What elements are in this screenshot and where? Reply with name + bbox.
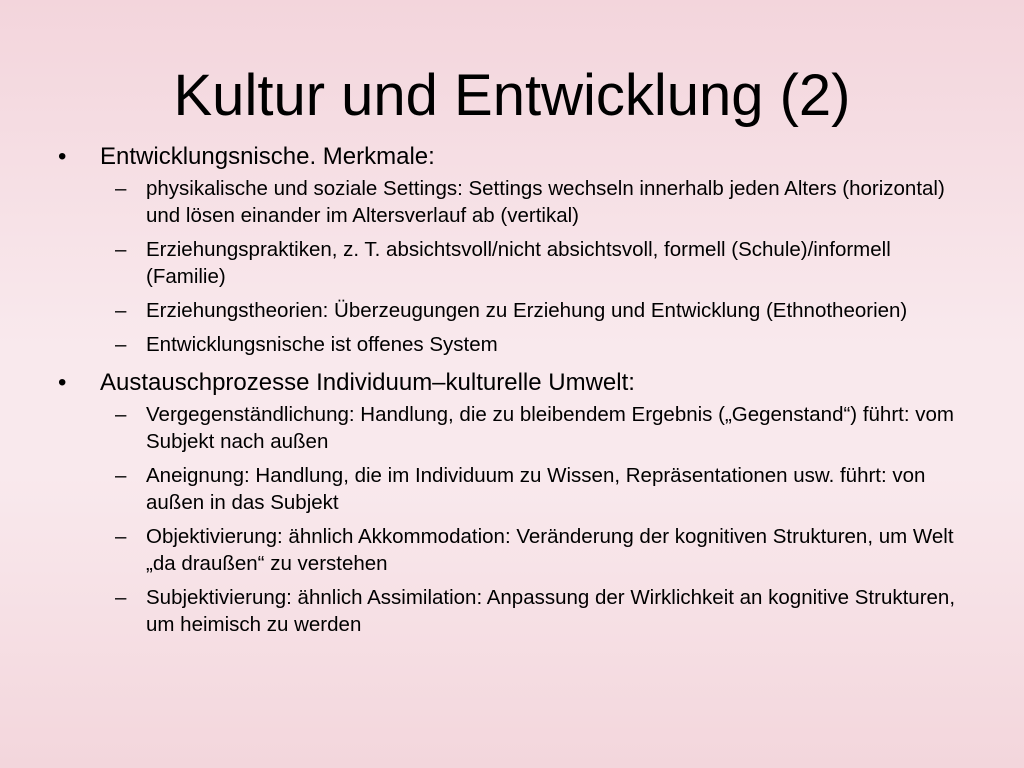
bullet-marker: • bbox=[58, 369, 67, 396]
bullet-marker: • bbox=[58, 143, 67, 170]
dash-marker: – bbox=[115, 238, 127, 261]
sub-item bbox=[0, 462, 1024, 516]
sub-item-text: Objektivierung: ähnlich Akkommodation: Veränderung der kognitiven Strukturen, um Welt „da draußen“ zu verstehen bbox=[146, 525, 954, 575]
slide-content bbox=[0, 142, 1024, 648]
dash-marker: – bbox=[115, 299, 127, 322]
sub-list bbox=[0, 175, 1024, 358]
slide-title: Kultur und Entwicklung (2) bbox=[173, 63, 851, 128]
sub-item bbox=[0, 401, 1024, 455]
sub-item-text: Vergegenständlichung: Handlung, die zu bleibendem Ergebnis („Gegenstand“) führt: vom Subjekt nach außen bbox=[146, 403, 954, 453]
bullet-text: Entwicklungsnische. Merkmale: bbox=[100, 143, 435, 170]
sub-item bbox=[0, 175, 1024, 229]
sub-item-text: Subjektivierung: ähnlich Assimilation: Anpassung der Wirklichkeit an kognitive Strukturen, um heimisch zu werden bbox=[146, 586, 956, 636]
sub-item-text: Erziehungspraktiken, z. T. absichtsvoll/nicht absichtsvoll, formell (Schule)/informell (Familie) bbox=[146, 238, 891, 288]
sub-item bbox=[0, 297, 1024, 324]
dash-marker: – bbox=[115, 403, 127, 426]
dash-marker: – bbox=[115, 333, 127, 356]
sub-item bbox=[0, 584, 1024, 638]
dash-marker: – bbox=[115, 464, 127, 487]
bullet-item bbox=[0, 368, 1024, 398]
dash-marker: – bbox=[115, 586, 127, 609]
sub-item-text: physikalische und soziale Settings: Settings wechseln innerhalb jeden Alters (horizontal) und lösen einander im Altersverlauf ab (vertikal) bbox=[146, 177, 945, 227]
dash-marker: – bbox=[115, 177, 127, 200]
sub-list bbox=[0, 401, 1024, 638]
sub-item-text: Entwicklungsnische ist offenes System bbox=[146, 333, 498, 356]
sub-item bbox=[0, 236, 1024, 290]
dash-marker: – bbox=[115, 525, 127, 548]
sub-item-text: Erziehungstheorien: Überzeugungen zu Erziehung und Entwicklung (Ethnotheorien) bbox=[146, 299, 908, 322]
bullet-item bbox=[0, 142, 1024, 172]
bullet-text: Austauschprozesse Individuum–kulturelle Umwelt: bbox=[100, 369, 635, 396]
sub-item bbox=[0, 331, 1024, 358]
sub-item bbox=[0, 523, 1024, 577]
sub-item-text: Aneignung: Handlung, die im Individuum zu Wissen, Repräsentationen usw. führt: von außen in das Subjekt bbox=[146, 464, 926, 514]
